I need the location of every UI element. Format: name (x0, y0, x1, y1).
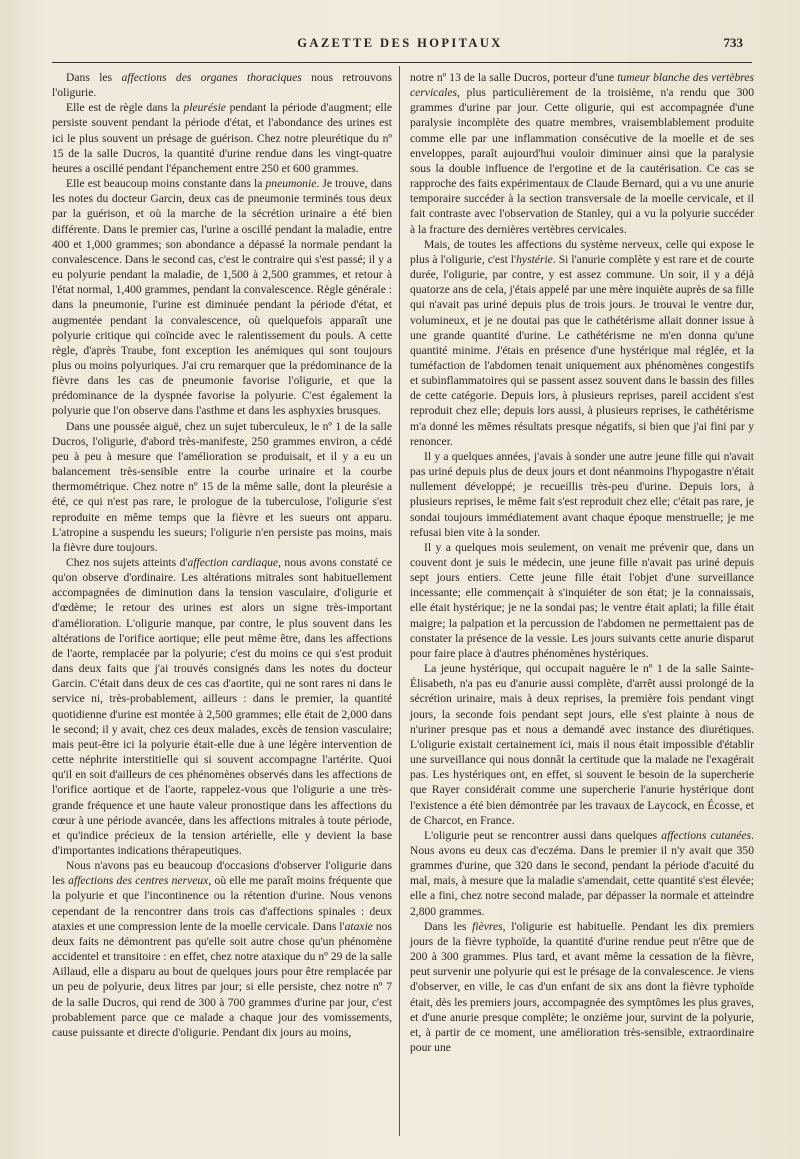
italic-term: hystérie (516, 252, 553, 266)
paragraph-text: , où elle me paraît moins fréquente que la polyurie et que l'incontinence ou la rétention d'urine. Nous venons cependant de la rencontrer dans trois cas d'affections spinales : deux ataxies et une compression lente de la moelle cervicale. Dans l' (52, 874, 392, 933)
paragraph-text: Chez nos sujets atteints d' (66, 556, 188, 569)
header-rule (52, 62, 752, 63)
paragraph-text: Dans une poussée aiguë, chez un sujet tuberculeux, le nº 1 de la salle Ducros, l'oligurie, d'abord très-manifeste, 250 grammes environ, a cédé peu à peu à mesure que l'amélioration se produisait, et il y a eu un balancement très-sensible entre la courbe urinaire et la courbe thermométrique. Chez notre nº 15 de la même salle, dont la pleurésie a été, ce qui n'est pas rare, le prologue de la tuberculose, l'oligurie s'est reproduite en même temps que la fièvre et les sueurs ont apparu. L'atropine a suspendu les sueurs; l'oligurie n'en persiste pas moins, mais la fièvre dure toujours. (52, 419, 392, 554)
paragraph (410, 661, 754, 828)
paragraph (52, 419, 392, 555)
italic-term: fièvres (472, 919, 503, 933)
paragraph-text: nos deux faits ne démontrent pas qu'elle soit autre chose qu'un phénomène accidentel et transitoire : en effet, chez notre ataxique du nº 29 de la salle Aillaud, elle a disparu au bout de quelques jours pour être remplacée par un peu de polyurie, deux litres par jour; si elle persiste, chez notre nº 7 de la salle Ducros, qui rend de 300 à 700 grammes d'urine par jour, c'est probablement parce que ce malade a chaque jour des vomissements, cause puissante et directe d'oligurie. Pendant dix jours au moins, (52, 919, 392, 1039)
paragraph-text: Dans les (424, 919, 473, 933)
page-number: 733 (723, 35, 743, 50)
running-title: GAZETTE DES HOPITAUX (297, 36, 503, 50)
paragraph (52, 858, 392, 1040)
paragraph (410, 828, 754, 919)
paragraph (52, 100, 392, 176)
paragraph-text: Elle est de règle dans la (66, 101, 184, 115)
paragraph (410, 449, 754, 540)
paragraph-text: La jeune hystérique, qui occupait naguère le nº 1 de la salle Sainte-Élisabeth, n'a pas eu d'anurie aussi complète, d'arrêt aussi prolongé de la sécrétion urinaire, mais à deux reprises, la première fois pendant vingt jours, la seconde fois pendant sept jours, elle s'est plainte à nous de n'uriner presque pas et nous a demandé avec instance des diurétiques. L'oligurie existait certainement ici, mais il nous était impossible d'établir une surveillance qui nous donnât la certitude que la malade ne l'exagérait pas. Les hystériques ont, en effet, si souvent le besoin de la supercherie que Rayer considérait comme une supercherie l'anurie hystérique dont l'existence a été bien démontrée par les travaux de Laycock, en Écosse, et de Charcot, en France. (410, 662, 754, 827)
paragraph (410, 540, 754, 661)
column-divider (399, 66, 400, 1136)
page-header (0, 34, 800, 54)
paragraph-text: nous retrouvons l'oligurie. (52, 71, 392, 100)
paragraph-text: notre nº 13 de la salle Ducros, porteur d'une (410, 71, 618, 84)
italic-term: affections cutanées (661, 828, 752, 842)
paragraph-text: . Je trouve, dans les notes du docteur Garcin, deux cas de pneumonie terminés tous deux par la guérison, et où la marche de la sécrétion urinaire a été bien différente. Dans le premier cas, l'urine a oscillé pendant la maladie, entre 400 et 1,000 grammes; son abondance a dépassé la normale pendant la convalescence. Dans le second cas, c'est le contraire qui s'est passé; il y a eu polyurie pendant la maladie, de 1,500 à 2,500 grammes, et retour à l'état normal, 1,400 grammes, pendant la convalescence. Règle générale : dans la pneumonie, l'urine est diminuée pendant la période d'état, et augmentée pendant la convalescence, où quelquefois apparaît une polyurie critique qui coïncide avec le ralentissement du pouls. A cette règle, d'après Traube, font exception les anémiques qui sont toujours plus ou moins polyuriques. J'ai cru remarquer que la prédominance de la fièvre dans les cas de pneumonie favorise l'oligurie, et que la prédominance de la dyspnée favorise la polyurie. C'est également la polyurie que l'on observe dans l'asthme et dans les asphyxies brusques. (52, 177, 392, 418)
paragraph-text: pendant la période d'augment; elle persiste souvent pendant la période d'état, et l'abondance des urines est ici le plus souvent un présage de guérison. Chez notre pleurétique du nº 15 de la salle Ducros, la quantité d'urine rendue dans les vingt-quatre heures a oscillé pendant l'épanchement entre 250 et 600 grammes. (52, 101, 392, 175)
paragraph (52, 555, 392, 858)
italic-term: tumeur blanche des vertèbres cervicales (410, 71, 755, 100)
paragraph-text: Nous n'avons pas eu beaucoup d'occasions d'observer l'oligurie dans les (52, 859, 392, 888)
paragraph (410, 237, 754, 449)
italic-term: pneumonie (265, 177, 317, 191)
paragraph-text: Il y a quelques années, j'avais à sonder une autre jeune fille qui n'avait pas uriné depuis plus de deux jours et dont néanmoins l'hypogastre n'était nullement développé; je recueillis très-peu d'urine. Depuis lors, à plusieurs reprises, le même fait s'est reproduit chez elle; c'était pas rare, je sondai toujours immédiatement avant chaque époque menstruelle; je me refusai bien vite à la sonder. (410, 449, 754, 539)
paragraph-text: Mais, de toutes les affections du système nerveux, celle qui expose le plus à l'oligurie, c'est l' (410, 237, 754, 266)
left-column (52, 70, 392, 1040)
paragraph-text: . Si l'anurie complète y est rare et de courte durée, l'oligurie, par contre, y est assez commune. Un soir, il y a déjà quatorze ans de cela, j'étais appelé par une mère inquiète auprès de sa fille qui n'avait pas uriné depuis plus de trois jours. Je trouvai le ventre dur, volumineux, et je ne doutai pas que le cathétérisme allait donner issue à une grande quantité d'urine. Le cathétérisme ne m'en donna qu'une quantité minime. J'étais en présence d'une hystérique mal réglée, et la tuméfaction de l'abdomen tenait uniquement aux phénomènes congestifs et subinflammatoires qui se passent assez souvent dans le bassin des filles de cette catégorie. Depuis lors, à plusieurs reprises, pareil accident s'est reproduit chez elle; depuis lors aussi, à plusieurs reprises, le cathétérisme m'a donné les mêmes résultats presque négatifs, si bien que j'ai fini par y renoncer. (410, 252, 755, 448)
paragraph-text: Dans les (66, 71, 122, 84)
italic-term: pleurésie (183, 101, 226, 115)
paragraph-text: L'oligurie peut se rencontrer aussi dans quelques (424, 828, 662, 842)
paragraph-text: Elle est beaucoup moins constante dans la (66, 177, 266, 191)
paragraph-text: , plus particulièrement de la troisième, n'a rendu que 300 grammes d'urine par jour. Cette oligurie, qui est accompagnée d'une paralysie incomplète des quatre membres, vraisemblablement produite comme elle par une inflammation consécutive de la moelle et de ses enveloppes, paraît aujourd'hui vouloir diminuer ainsi que la paralysie sous la double influence de l'ergotine et de la cautérisation. Ce cas se rapproche des faits expérimentaux de Claude Bernard, qui a vu une anurie temporaire succéder à la section transversale de la moelle cervicale, et il fait contraste avec l'observation de Stanley, qui a vu la polyurie succéder à la fracture des dernières vertèbres cervicales. (410, 86, 754, 236)
italic-term: affections des organes thoraciques (121, 71, 302, 84)
paragraph-text: , nous avons constaté ce qu'on observe d'ordinaire. Les altérations mitrales sont habituellement accompagnées de diminution dans la tension vasculaire, d'oligurie et d'œdème; le retour des urines est alors un signe très-important d'amélioration. L'oligurie manque, par contre, le plus souvent dans les altérations de l'orifice aortique; elle peut même être, dans les affections de l'aorte, remplacée par la polyurie; c'est du moins ce qui s'est produit dans deux faits que j'ai trouvés consignés dans les notes du docteur Garcin. C'était dans deux de ces cas d'aortite, qui ne sont rares ni dans le service ni, très-probablement, ailleurs : dans le premier, la quantité quotidienne d'urine est montée à 2,500 grammes; elle était de 2,000 dans le second; il y avait, chez ces deux malades, excès de tension vasculaire; mais peut-être ici la polyurie était-elle due à une légère intervention de cette néphrite interstitielle qui si souvent accompagne l'artérite. Quoi qu'il en soit d'ailleurs de ces phénomènes observés dans les affections de l'orifice aortique et de l'aorte, rappelez-vous que l'oligurie a une très-grande fréquence et une haute valeur pronostique dans les affections du cœur à une période avancée, dans les affections mitrales à toute période, et qu'indice précieux de la tension artérielle, elle y devient la base d'importantes indications thérapeutiques. (52, 556, 392, 857)
italic-term: ataxie (344, 919, 373, 933)
paragraph-text: Il y a quelques mois seulement, on venait me prévenir que, dans un couvent dont je suis le médecin, une jeune fille n'avait pas uriné depuis sept jours entiers. Cette jeune fille était l'objet d'une surveillance incessante; elle commençait à s'inquiéter de son état; je la connaissais, elle était hystérique; je ne la sondai pas; le ventre était aplati; la fille était maigre; la palpation et la percussion de l'abdomen ne permettaient pas de constater la présence de la vessie. Les jours suivants cette anurie disparut pour faire place à d'autres phénomènes hystériques. (410, 540, 754, 660)
paragraph-text: , l'oligurie est habituelle. Pendant les dix premiers jours de la fièvre typhoïde, la quantité d'urine rendue peut n'être que de 200 à 300 grammes. Plus tard, et avant même la cessation de la fièvre, peut survenir une polyurie qui est le présage de la convalescence. Je viens d'observer, en ville, le cas d'un enfant de six ans dont la fièvre typhoïde était, dès les premiers jours, accompagnée des symptômes les plus graves, et d'une anurie presque complète; le onzième jour, survint de la polyurie, et, à partir de ce moment, une amélioration très-sensible, extraordinaire pour une (410, 919, 754, 1054)
paragraph-text: . Nous avons eu deux cas d'eczéma. Dans le premier il n'y avait que 350 grammes d'urine, que 320 dans le second, pendant la période d'acuité du mal, mais, à mesure que la maladie s'amendait, cette quantité s'est élevée; elle a fini, chez notre second malade, par dépasser la normale et atteindre 2,800 grammes. (410, 828, 754, 918)
right-column (410, 70, 754, 1055)
paragraph (410, 919, 754, 1055)
paragraph (52, 70, 392, 100)
paragraph (52, 176, 392, 419)
italic-term: affection cardiaque (187, 556, 279, 569)
paragraph (410, 70, 754, 237)
italic-term: affections des centres nerveux (68, 874, 209, 888)
